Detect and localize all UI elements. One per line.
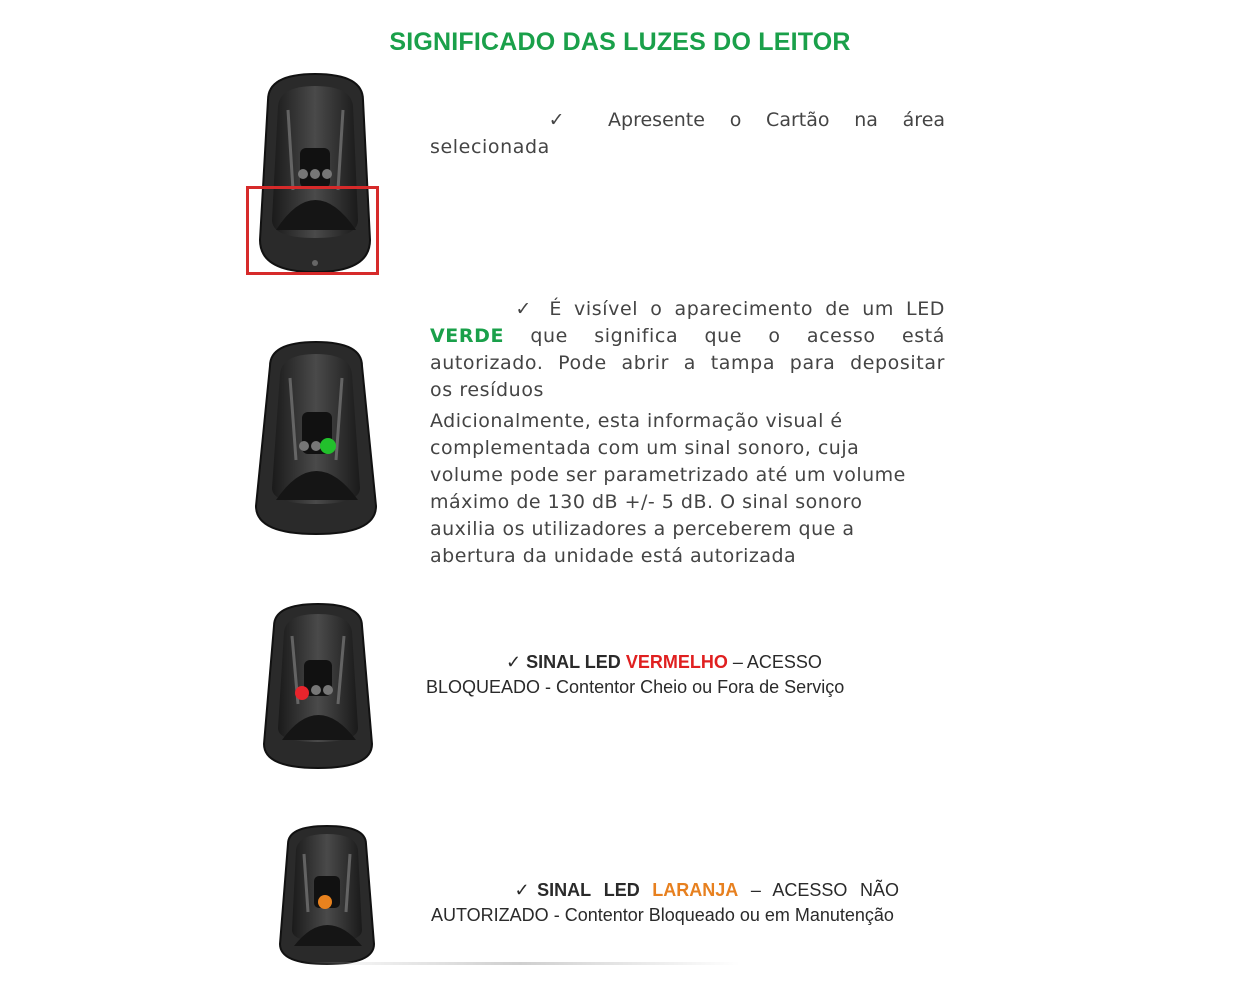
word: de [825,298,851,320]
step2-extra-line: auxilia os utilizadores a perceberem que a [430,518,855,540]
step1-text [430,107,945,161]
step3-line1 [426,650,846,675]
step4-line1 [431,878,899,903]
word: o [650,298,663,320]
step3-description: - Contentor Cheio ou Fora de Serviço [545,677,845,697]
word: o [768,325,781,347]
led-label: LED [603,880,640,900]
sinal-label: SINAL [537,880,592,900]
step2-extra-line: Adicionalmente, esta informação visual é [430,410,843,432]
step4-text [431,878,899,928]
word: um [862,298,894,320]
step1-line2: selecionada [430,136,550,158]
page-title: SIGNIFICADO DAS LUZES DO LEITOR [389,28,851,56]
step4-description: - Contentor Bloqueado ou em Manutenção [553,905,894,925]
step2-line2 [430,323,945,350]
word: aparecimento [674,298,814,320]
word: na [854,109,878,131]
step2-line1 [430,296,945,323]
step2-line3: autorizado. Pode abrir a tampa para depositar [430,352,945,374]
bloqueado-label: BLOQUEADO [426,677,541,697]
verde-label: VERDE [430,325,505,347]
step1-line1 [430,107,945,134]
autorizado-label: AUTORIZADO [431,905,549,925]
step2-extra-line: abertura da unidade está autorizada [430,545,797,567]
word: significa [594,325,679,347]
acesso-label: – ACESSO [732,652,822,672]
card-reader-image [274,822,380,967]
card-reader-image [250,338,382,538]
word: acesso [806,325,876,347]
step3-text [426,650,846,700]
orange-led-icon [318,895,332,909]
check-icon: ✓ [510,298,538,320]
bottom-fade-line [300,962,740,965]
word: está [901,325,946,347]
step2-extra-line: volume pode ser parametrizado até um volume [430,464,906,486]
step3-line2 [426,675,846,700]
card-reader-image [258,600,378,772]
check-icon: ✓ [507,880,538,900]
check-icon: ✓ [506,652,522,672]
dash: – [750,880,761,900]
sinal-led-label: SINAL LED [526,652,621,672]
red-led-icon [295,686,309,700]
word: Apresente [608,109,705,131]
step2-extra-line: máximo de 130 dB +/- 5 dB. O sinal sonoro [430,491,863,513]
step4-line2 [431,903,899,928]
word: visível [574,298,639,320]
laranja-label: LARANJA [652,880,739,900]
vermelho-label: VERMELHO [625,652,728,672]
nao-label: NÃO [859,880,899,900]
step2-line4: os resíduos [430,379,545,401]
word: área [902,109,946,131]
word: LED [906,298,946,320]
green-led-icon [320,438,336,454]
word: Cartão [766,109,830,131]
word: que [530,325,568,347]
word: que [704,325,743,347]
acesso-label: ACESSO [772,880,848,900]
word: o [729,109,742,131]
word: É [549,298,562,320]
card-area-highlight [246,186,379,275]
step2-text [430,296,945,570]
step2-extra-line: complementada com um sinal sonoro, cuja [430,437,860,459]
check-icon: ✓ [530,109,584,131]
